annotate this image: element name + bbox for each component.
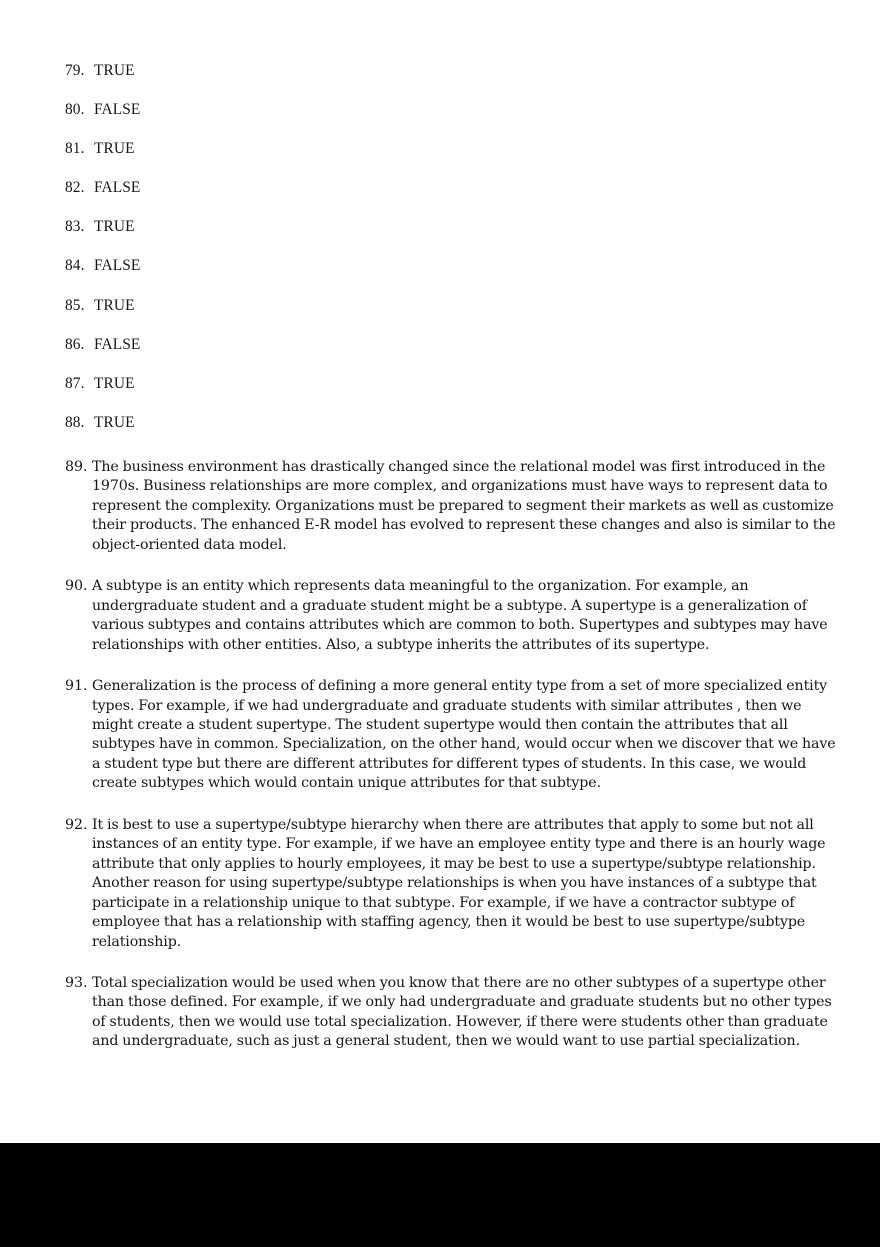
scan-edge-band (0, 1143, 880, 1247)
answer-value: FALSE (94, 179, 141, 197)
answer-number: 83. (65, 218, 85, 236)
answer-list-item (65, 179, 825, 218)
answer-value: TRUE (94, 62, 135, 79)
answer-number: 85. (65, 296, 85, 314)
answer-list-item (65, 218, 825, 257)
answer-value: TRUE (94, 140, 135, 158)
answer-number: 86. (65, 335, 85, 353)
answer-list-item (65, 257, 825, 296)
answer-value: FALSE (94, 335, 141, 353)
essay-answer-text: The business environment has drastically changed since the relational model was first introduced in the 1970s. Business relationships are more complex, and organizations must have ways to represent data to represent the complexity. Organizations must be prepared to segment their markets as well as customize their products. The enhanced E-R model has evolved to represent these changes and also is similar to the object-oriented data model. (92, 459, 836, 553)
answer-list-item (65, 101, 825, 140)
answer-value: FALSE (94, 101, 141, 119)
essay-answer-item (65, 677, 837, 794)
answer-number: 82. (65, 179, 85, 197)
answer-list-item (65, 414, 825, 453)
answer-list-item (65, 140, 825, 179)
true-false-answer-list (65, 62, 825, 453)
answer-list-item (65, 336, 825, 375)
answer-number: 81. (65, 140, 85, 158)
answer-list-item (65, 375, 825, 414)
essay-answer-text: Total specialization would be used when you know that there are no other subtypes of a supertype other than those defined. For example, if we only had undergraduate and graduate students but no other types of students, then we would use total specialization. However, if there were students other than graduate and undergraduate, such as just a general student, then we would want to use partial specialization. (92, 974, 832, 1050)
answer-number: 79. (65, 62, 85, 79)
essay-answer-item (65, 577, 837, 655)
essay-answer-number: 92. (65, 816, 88, 833)
essay-answer-number: 89. (65, 459, 88, 475)
answer-value: TRUE (94, 296, 135, 314)
answer-value: TRUE (94, 218, 135, 236)
answer-number: 84. (65, 257, 85, 275)
answer-value: FALSE (94, 257, 141, 275)
essay-answer-number: 90. (65, 578, 88, 595)
essay-answer-text: It is best to use a supertype/subtype hierarchy when there are attributes that apply to some but not all instances of an entity type. For example, if we have an employee entity type and there is an hourly wage attribute that only applies to hourly employees, it may be best to use a supertype/subtype relationship. Another reason for using supertype/subtype relationships is when you have instances of a subtype that participate in a relationship unique to that subtype. For example, if we have a contractor subtype of employee that has a relationship with staffing agency, then it would be best to use supertype/subtype relationship. (92, 816, 826, 950)
answer-value: TRUE (94, 413, 135, 431)
answer-value: TRUE (94, 374, 135, 392)
answer-number: 80. (65, 101, 85, 119)
answer-number: 87. (65, 374, 85, 392)
essay-answer-item (65, 974, 837, 1052)
essay-answer-item (65, 458, 837, 555)
answer-number: 88. (65, 413, 85, 431)
essay-answer-text: A subtype is an entity which represents data meaningful to the organization. For example, an undergraduate student and a graduate student might be a subtype. A supertype is a generalization of various subtypes and contains attributes which are common to both. Supertypes and subtypes may have relationships with other entities. Also, a subtype inherits the attributes of its supertype. (92, 578, 828, 653)
answer-list-item (65, 297, 825, 336)
essay-answer-number: 91. (65, 678, 88, 695)
answer-list-item (65, 62, 825, 101)
essay-answer-item (65, 816, 837, 952)
essay-answer-text: Generalization is the process of defining a more general entity type from a set of more specialized entity types. For example, if we had undergraduate and graduate students with similar attributes , then we might create a student supertype. The student supertype would then contain the attributes that all subtypes have in common. Specialization, on the other hand, would occur when we discover that we have a student type but there are different attributes for different types of students. In this case, we would create subtypes which would contain unique attributes for that subtype. (92, 678, 836, 792)
essay-answer-list (65, 458, 837, 1074)
essay-answer-number: 93. (65, 974, 88, 991)
